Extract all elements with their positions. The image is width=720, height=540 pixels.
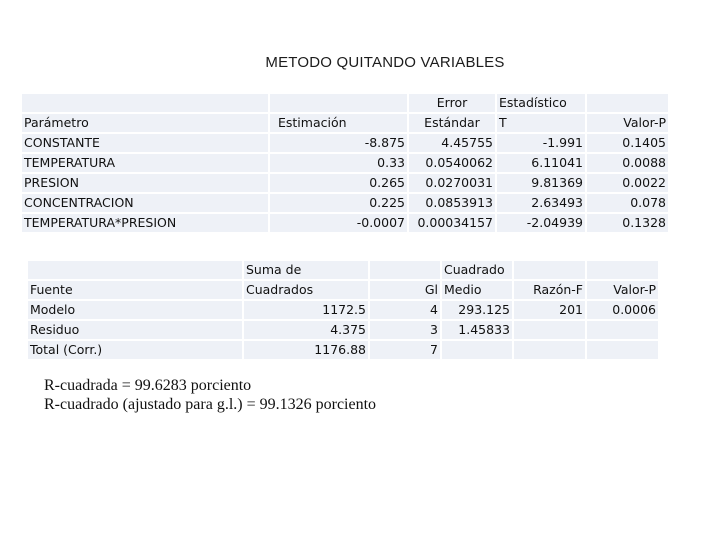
table-cell: PRESION [22, 174, 268, 192]
table-cell: 0.0006 [587, 301, 658, 319]
table-cell [587, 341, 658, 359]
table-cell: -2.04939 [497, 214, 585, 232]
table-cell: CONCENTRACION [22, 194, 268, 212]
table-cell: -8.875 [270, 134, 407, 152]
table-cell: Residuo [28, 321, 242, 339]
table-header-row [28, 261, 658, 279]
table-row [22, 194, 668, 212]
header-cell: Parámetro [22, 114, 268, 132]
table-cell [587, 321, 658, 339]
table-cell: 6.11041 [497, 154, 585, 172]
header-cell: Valor-P [587, 114, 668, 132]
table-header-row [28, 281, 658, 299]
header-cell: Gl [370, 281, 440, 299]
table-cell: TEMPERATURA*PRESION [22, 214, 268, 232]
table-cell: 201 [514, 301, 585, 319]
adjusted-r-squared-text: R-cuadrado (ajustado para g.l.) = 99.1326 porciento [44, 396, 377, 413]
table-row [28, 301, 658, 319]
table-cell: 0.0853913 [409, 194, 495, 212]
header-cell: Suma de [244, 261, 368, 279]
header-cell [514, 261, 585, 279]
table-cell: 4.375 [244, 321, 368, 339]
table-cell: -1.991 [497, 134, 585, 152]
table-cell: 4.45755 [409, 134, 495, 152]
table-cell: 0.265 [270, 174, 407, 192]
table-row [28, 341, 658, 359]
table-row [22, 174, 668, 192]
table-cell: 1172.5 [244, 301, 368, 319]
table-cell: Modelo [28, 301, 242, 319]
table-cell: 0.0270031 [409, 174, 495, 192]
table-cell: 0.0022 [587, 174, 668, 192]
table-cell: 0.078 [587, 194, 668, 212]
table-cell: -0.0007 [270, 214, 407, 232]
table-cell [514, 341, 585, 359]
table-cell: 2.63493 [497, 194, 585, 212]
table-row [22, 134, 668, 152]
table-cell: 293.125 [442, 301, 512, 319]
table-cell: 0.33 [270, 154, 407, 172]
table-cell [442, 341, 512, 359]
header-cell: Razón-F [514, 281, 585, 299]
header-cell [587, 94, 668, 112]
table-cell: 0.00034157 [409, 214, 495, 232]
header-cell: Error [409, 94, 495, 112]
table-cell: Total (Corr.) [28, 341, 242, 359]
header-cell: Cuadrado [442, 261, 512, 279]
table-cell: 1.45833 [442, 321, 512, 339]
table-cell: 4 [370, 301, 440, 319]
header-cell: Estándar [409, 114, 495, 132]
table-cell: 0.0088 [587, 154, 668, 172]
table-cell: 0.0540062 [409, 154, 495, 172]
header-cell [28, 261, 242, 279]
table-header-row [22, 94, 668, 112]
fit-statistics [44, 376, 376, 414]
table-row [28, 321, 658, 339]
header-cell: Fuente [28, 281, 242, 299]
header-cell [587, 261, 658, 279]
anova-table [26, 259, 660, 361]
page-title: METODO QUITANDO VARIABLES [265, 54, 505, 71]
table-cell: 0.1405 [587, 134, 668, 152]
table-cell: CONSTANTE [22, 134, 268, 152]
table-cell: 1176.88 [244, 341, 368, 359]
header-cell [370, 261, 440, 279]
table-cell: TEMPERATURA [22, 154, 268, 172]
table-cell: 0.1328 [587, 214, 668, 232]
table-row [22, 214, 668, 232]
table-cell: 9.81369 [497, 174, 585, 192]
table-cell [514, 321, 585, 339]
header-cell: Valor-P [587, 281, 658, 299]
header-cell: Estimación [270, 114, 407, 132]
r-squared-text: R-cuadrada = 99.6283 porciento [44, 377, 252, 394]
header-cell [22, 94, 268, 112]
header-cell: T [497, 114, 585, 132]
estimates-table [20, 92, 670, 234]
header-cell: Cuadrados [244, 281, 368, 299]
header-cell [270, 94, 407, 112]
header-cell: Medio [442, 281, 512, 299]
table-cell: 7 [370, 341, 440, 359]
table-cell: 3 [370, 321, 440, 339]
table-header-row [22, 114, 668, 132]
table-cell: 0.225 [270, 194, 407, 212]
table-row [22, 154, 668, 172]
header-cell: Estadístico [497, 94, 585, 112]
